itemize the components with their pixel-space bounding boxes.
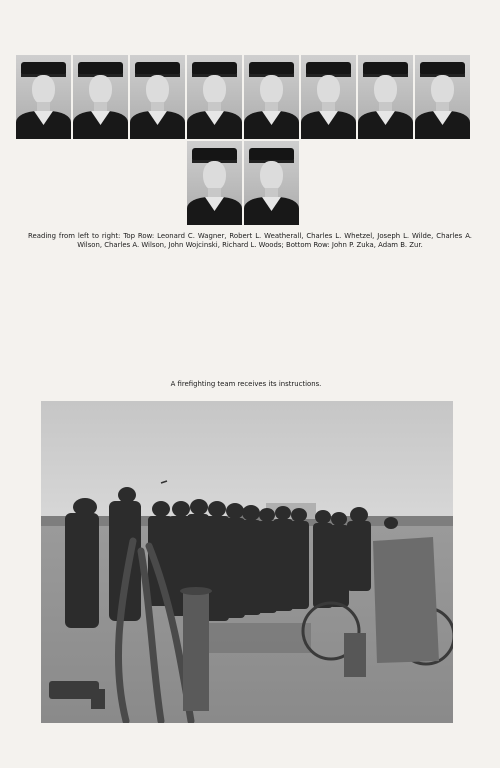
portrait-photo bbox=[301, 55, 356, 139]
portrait-photo bbox=[16, 55, 71, 139]
firefighting-team-photo bbox=[41, 401, 453, 723]
portrait-photo bbox=[415, 55, 470, 139]
portrait-photo bbox=[187, 55, 242, 139]
portrait-photo bbox=[130, 55, 185, 139]
portrait-photo bbox=[187, 141, 242, 225]
portrait-photo bbox=[73, 55, 128, 139]
portrait-photo bbox=[244, 141, 299, 225]
portrait-row-top bbox=[16, 55, 470, 139]
portrait-photo bbox=[244, 55, 299, 139]
firefighting-photo-illustration bbox=[41, 401, 453, 723]
portrait-photo bbox=[358, 55, 413, 139]
portrait-row-bottom bbox=[187, 141, 299, 225]
portrait-caption: Reading from left to right: Top Row: Leonard C. Wagner, Robert L. Weatherall, Charles L. Whetzel, Joseph L. Wilde, Charles A. Wilson, Charles A. Wilson, John Wojcinski, Richard L. Woods; Bottom Row: John P. Zuka, Adam B. Zur. bbox=[28, 232, 472, 249]
photo-caption: A firefighting team receives its instructions. bbox=[170, 380, 322, 388]
